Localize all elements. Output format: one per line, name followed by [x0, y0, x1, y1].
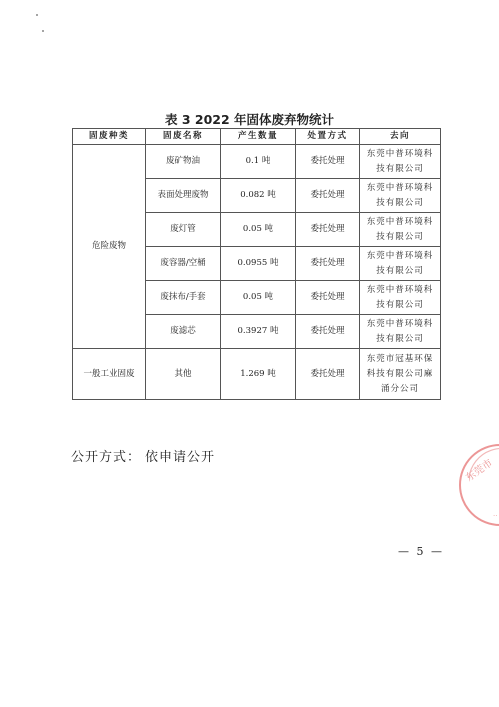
disclosure-label: 公开方式：	[71, 450, 142, 465]
category-cell: 危险废物	[73, 145, 146, 349]
table-title: 表 3 2022 年固体废弃物统计	[164, 112, 335, 127]
method-cell: 委托处理	[296, 315, 360, 349]
header-quantity: 产生数量	[221, 129, 296, 145]
scan-speck	[42, 30, 44, 32]
quantity-cell: 0.05 吨	[221, 213, 296, 247]
svg-text:东莞市: 东莞市	[464, 457, 495, 484]
header-name: 固废名称	[146, 129, 221, 145]
header-category: 固废种类	[73, 129, 146, 145]
method-cell: 委托处理	[296, 349, 360, 400]
destination-cell: 东莞中普环境科技有限公司	[360, 281, 441, 315]
method-cell: 委托处理	[296, 145, 360, 179]
destination-cell: 东莞市冠基环保科技有限公司麻涌分公司	[360, 349, 441, 400]
waste-name-cell: 表面处理废物	[146, 179, 221, 213]
solid-waste-table	[72, 128, 441, 400]
waste-name-cell: 废抹布/手套	[146, 281, 221, 315]
disclosure-line	[71, 446, 215, 465]
waste-name-cell: 废滤芯	[146, 315, 221, 349]
svg-text:··: ··	[493, 512, 498, 520]
method-cell: 委托处理	[296, 247, 360, 281]
quantity-cell: 0.05 吨	[221, 281, 296, 315]
disclosure-value: 依申请公开	[145, 450, 216, 465]
destination-cell: 东莞中普环境科技有限公司	[360, 247, 441, 281]
header-destination: 去向	[360, 129, 441, 145]
destination-cell: 东莞中普环境科技有限公司	[360, 213, 441, 247]
waste-name-cell: 废容器/空桶	[146, 247, 221, 281]
table-row	[73, 145, 441, 179]
waste-name-cell: 废灯管	[146, 213, 221, 247]
table-row	[73, 349, 441, 400]
method-cell: 委托处理	[296, 213, 360, 247]
official-seal-stamp	[455, 440, 499, 530]
table-header-row	[73, 129, 441, 145]
scan-speck	[36, 14, 38, 16]
quantity-cell: 1.269 吨	[221, 349, 296, 400]
page-number: — 5 —	[398, 545, 444, 558]
quantity-cell: 0.1 吨	[221, 145, 296, 179]
quantity-cell: 0.0955 吨	[221, 247, 296, 281]
quantity-cell: 0.082 吨	[221, 179, 296, 213]
method-cell: 委托处理	[296, 179, 360, 213]
destination-cell: 东莞中普环境科技有限公司	[360, 179, 441, 213]
quantity-cell: 0.3927 吨	[221, 315, 296, 349]
waste-name-cell: 废矿物油	[146, 145, 221, 179]
method-cell: 委托处理	[296, 281, 360, 315]
header-method: 处置方式	[296, 129, 360, 145]
category-cell: 一般工业固废	[73, 349, 146, 400]
waste-name-cell: 其他	[146, 349, 221, 400]
destination-cell: 东莞中普环境科技有限公司	[360, 145, 441, 179]
destination-cell: 东莞中普环境科技有限公司	[360, 315, 441, 349]
